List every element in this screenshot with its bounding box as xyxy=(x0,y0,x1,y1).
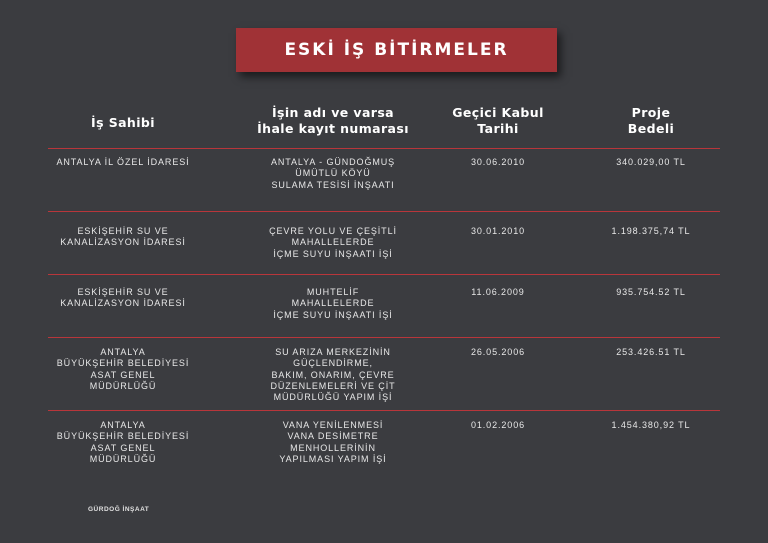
row-divider xyxy=(48,211,720,212)
row-divider xyxy=(48,410,720,411)
work-cell: VANA YENİLENMESİ VANA DESİMETRE MENHOLLERİNİN YAPILMASI YAPIM İŞİ xyxy=(279,420,387,464)
date-cell: 01.02.2006 xyxy=(470,420,526,430)
date-cell: 30.01.2010 xyxy=(470,226,526,236)
column-header-amount: Proje Bedeli xyxy=(627,105,675,136)
amount-cell: 1.198.375,74 TL xyxy=(611,226,691,236)
table-header xyxy=(48,105,720,145)
owner-cell: ANTALYA İL ÖZEL İDARESİ xyxy=(56,157,190,167)
amount-cell: 340.029,00 TL xyxy=(616,157,686,167)
work-cell: SU ARIZA MERKEZİNİN GÜÇLENDİRME, BAKIM, ONARIM, ÇEVRE DÜZENLEMELERİ VE ÇİT MÜDÜRLÜĞÜ YAPIM İŞİ xyxy=(270,347,396,403)
row-divider xyxy=(48,337,720,338)
date-cell: 30.06.2010 xyxy=(470,157,526,167)
column-header-date: Geçici Kabul Tarihi xyxy=(452,105,544,136)
column-header-work: İşin adı ve varsa İhale kayıt numarası xyxy=(257,105,409,136)
owner-cell: ANTALYA BÜYÜKŞEHİR BELEDİYESİ ASAT GENEL MÜDÜRLÜĞÜ xyxy=(56,420,190,464)
owner-cell: ANTALYA BÜYÜKŞEHİR BELEDİYESİ ASAT GENEL MÜDÜRLÜĞÜ xyxy=(56,347,190,391)
footer-brand: GÜRDOĞ İNŞAAT xyxy=(88,506,150,513)
owner-cell: ESKİŞEHİR SU VE KANALİZASYON İDARESİ xyxy=(60,226,186,248)
amount-cell: 1.454.380,92 TL xyxy=(611,420,691,430)
work-cell: ÇEVRE YOLU VE ÇEŞİTLİ MAHALLELERDE İÇME SUYU İNŞAATI İŞİ xyxy=(269,226,397,259)
page-title: ESKİ İŞ BİTİRMELER xyxy=(236,28,557,72)
column-header-owner: İş Sahibi xyxy=(91,115,155,130)
work-cell: MUHTELİF MAHALLELERDE İÇME SUYU İNŞAATI İŞİ xyxy=(273,287,393,320)
work-cell: ANTALYA - GÜNDOĞMUŞ ÜMÜTLÜ KÖYÜ SULAMA TESİSİ İNŞAATI xyxy=(270,157,396,190)
owner-cell: ESKİŞEHİR SU VE KANALİZASYON İDARESİ xyxy=(60,287,186,309)
date-cell: 26.05.2006 xyxy=(470,347,526,357)
header-divider xyxy=(48,148,720,149)
amount-cell: 253.426.51 TL xyxy=(616,347,686,357)
amount-cell: 935.754.52 TL xyxy=(616,287,686,297)
row-divider xyxy=(48,274,720,275)
date-cell: 11.06.2009 xyxy=(471,287,525,297)
